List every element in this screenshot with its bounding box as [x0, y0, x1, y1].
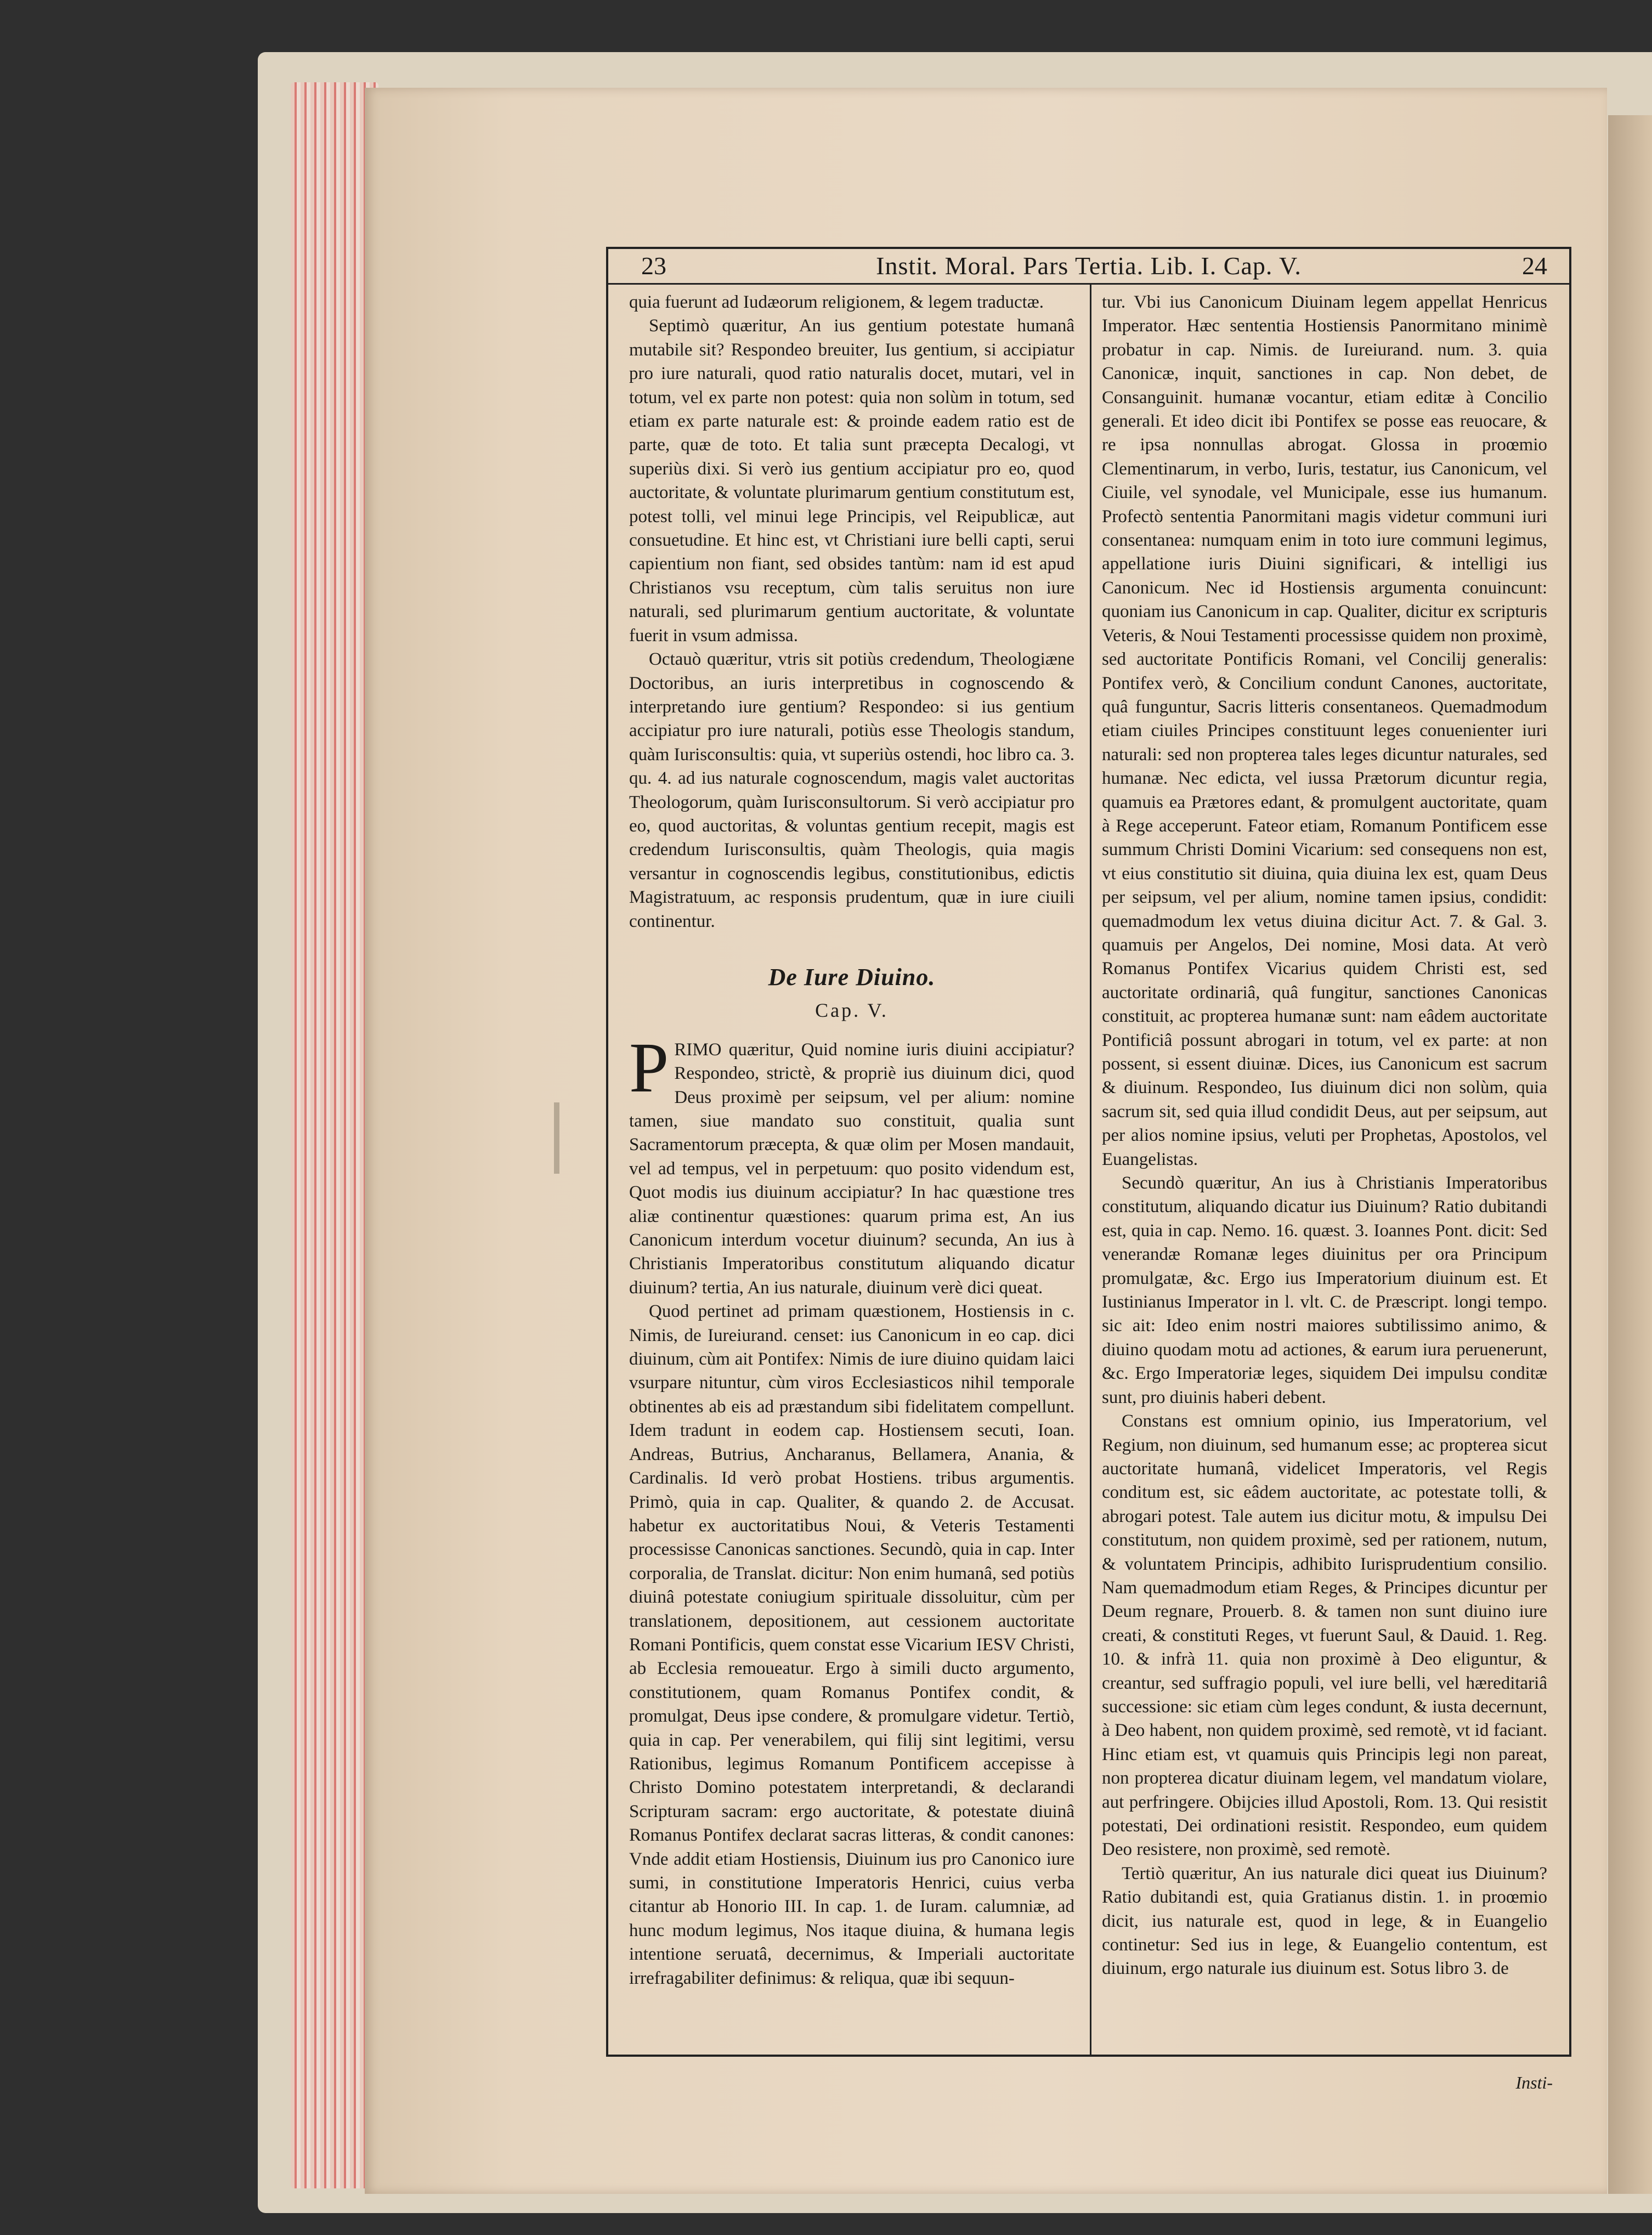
page-number-left: 23	[641, 252, 666, 280]
page-crease	[554, 1102, 559, 1174]
paragraph: Octauò quæritur, vtris sit potiùs credendum, Theologiæne Doctoribus, an iuris interpretibus in cognoscendo & interpretando iure gentium? Respondeo: si ius gentium accipiatur pro iure naturali, potiùs esse Theologis standum, quàm Iurisconsultis: quia, vt superiùs ostendi, hoc libro ca. 3. qu. 4. ad ius naturale cognoscendum, magis valet auctoritas Theologorum, quàm Iurisconsultorum. Si verò accipiatur pro eo, quod auctoritas, & voluntas gentium recepit, magis est credendum Iurisconsultis, quàm Theologis, quia magis versantur in cognoscendis legibus, constitutionibus, edictis Magistratuum, ac responsis prudentum, quæ in iure ciuili continentur.	[629, 649, 1074, 931]
facing-page-edge	[1608, 115, 1652, 2194]
chapter-number: Cap. V.	[815, 999, 889, 1022]
page-number-right: 24	[1522, 252, 1547, 280]
running-title: Instit. Moral. Pars Tertia. Lib. I. Cap. V.	[876, 252, 1302, 280]
left-column	[629, 291, 1074, 2051]
paragraph: Septimò quæritur, An ius gentium potestate humanâ mutabile sit? Respondeo breuiter, Ius gentium, si accipiatur pro iure naturali, quod ratio naturalis docet, mutari, vel in totum, vel ex parte non potest: quia non solùm in totum, sed etiam ex parte naturale est: & proinde eadem ratio est de parte, quæ de toto. Et talia sunt præcepta Decalogi, vt superiùs dixi. Si verò ius gentium accipiatur pro eo, quod auctoritate, & voluntate plurimarum gentium constitutum est, potest tolli, vel minui lege Principis, vel Reipublicæ, aut consuetudine. Et hinc est, vt Christiani iure belli capti, serui capientium non fiant, sed obsides tantùm: nam id est apud Christianos vsu receptum, cùm talis seruitus non iure naturali, sed plurimarum gentium auctoritate, & voluntate fuerit in vsum admissa.	[629, 316, 1074, 646]
paragraph: Tertiò quæritur, An ius naturale dici queat ius Diuinum? Ratio dubitandi est, quia Gratianus distin. 1. in proœmio dicit, ius naturale est, quod in lege, & in Euangelio continetur: Sed ius in lege, & Euangelio contentum, est diuinum, ergo naturale ius diuinum est. Sotus libro 3. de	[1102, 1863, 1547, 1979]
paragraph-dropcap: PRIMO quæritur, Quid nomine iuris diuini accipiatur? Respondeo, strictè, & propriè ius diuinum dici, quod Deus proximè per seipsum, vel per alium: nomine tamen, siue mandato suo constituit, qualia sunt Sacramentorum præcepta, & quæ olim per Mosen mandauit, vel ad tempus, vel in perpetuum: quo posito videndum est, Quot modis ius diuinum accipiatur? In hac quæstione tres aliæ continentur quæstiones: quarum prima est, An ius Canonicum interdum vocetur diuinum? secunda, An ius à Christianis Imperatoribus constitutum aliquando dicatur diuinum? tertia, An ius naturale, diuinum verè dici queat.	[629, 1028, 1074, 1298]
paragraph: tur. Vbi ius Canonicum Diuinam legem appellat Henricus Imperator. Hæc sententia Hostiensis Panormitano minimè probatur in cap. Nimis. de Iureiurand. num. 3. quia Canonicæ, inquit, sanctiones in cap. Non debet, de Consanguinit. humanæ vocantur, etiam editæ à Concilio generali. Et ideo dicit ibi Pontifex se posse eas reuocare, & re ipsa nonnullas abrogat. Glossa in proœmio Clementinarum, in verbo, Iuris, testatur, ius Canonicum, vel Ciuile, vel synodale, vel Municipale, esse ius humanum. Profectò sententia Panormitani magis videtur communi iuri consentanea: numquam enim in toto iure communi legimus, appellatione iuris Diuini significari, & intelligi ius Canonicum. Nec id Hostiensis argumenta conuincunt: quoniam ius Canonicum in cap. Qualiter, dicitur ex scripturis Veteris, & Noui Testamenti processisse quidem non proximè, sed auctoritate Pontificis Romani, vel Concilij generalis: Pontifex verò, & Concilium condunt Canones, auctoritate, quâ funguntur, Sacris litteris consentaneos. Quemadmodum etiam ciuiles Principes constituunt leges conuenienter iuri naturali: sed non propterea tales leges dicuntur naturales, sed humanæ. Nec edicta, vel iussa Prætorum dicuntur regia, quamuis ea Prætores edant, & promulgent auctoritate, quam à Rege acceperunt. Fateor etiam, Romanum Pontificem esse summum Christi Domini Vicarium: sed consequens non est, vt eius constitutio sit diuina, quia diuina lex est, quam Deus per seipsum, vel per alium, nomine tamen ipsius, condidit: quemadmodum lex vetus diuina dicitur Act. 7. & Gal. 3. quamuis per Angelos, Dei nomine, Mosi data. At verò Romanus Pontifex Vicarius quidem Christi est, sed auctoritate ordinariâ, quâ fungitur, sanctiones Canonicas constituit, ac propterea humanæ sunt: nam eâdem auctoritate Pontificiâ possunt abrogari in totum, vel ex parte: at non possent, si essent diuinæ. Dices, ius Canonicum est sacrum & diuinum. Respondeo, Ius diuinum dici non solùm, quia sacrum sit, sed quia illud condidit Deus, aut per seipsum, aut per alios nomine ipsius, veluti per Prophetas, Apostolos, vel Euangelistas.	[1102, 292, 1547, 1169]
catchword: Insti-	[1515, 2073, 1553, 2092]
running-header	[608, 249, 1569, 285]
paragraph: Constans est omnium opinio, ius Imperatorium, vel Regium, non diuinum, sed humanum esse; ac propterea sicut auctoritate humanâ, videlicet Imperatoris, vel Regis conditum est, sic eâdem auctoritate, ac potestate tolli, & abrogari potest. Tale autem ius dicitur motu, & impulsu Dei constitutum, non quidem proximè, sed per rationem, nutum, & voluntatem Principis, adhibito Iurisprudentium consilio. Nam quemadmodum etiam Reges, & Principes dicuntur per Deum regnare, Prouerb. 8. & tamen non sunt diuino iure creati, & constituti Reges, vt fuerunt Saul, & Dauid. 1. Reg. 10. & infrà 11. quia non proximè à Deo eliguntur, & creantur, sed suffragio populi, vel iure belli, vel hæreditariâ successione: sic etiam cùm leges condunt, & iusta decernunt, à Deo habent, non quidem proximè, sed remotè, vt id faciant. Hinc etiam est, vt quamuis quis Principis legi non pareat, non propterea dicatur diuinam legem, vel mandatum violare, aut perfringere. Obijcies illud Apostoli, Rom. 13. Qui resistit potestati, Dei ordinationi resistit. Respondeo, eum quidem Deo resistere, non proximè, sed remotè.	[1102, 1411, 1547, 1860]
chapter-title: De Iure Diuino.	[768, 963, 936, 991]
text-frame	[606, 247, 1571, 2092]
paragraph: Quod pertinet ad primam quæstionem, Hostiensis in c. Nimis, de Iureiurand. censet: ius Canonicum in eo cap. dici diuinum, cùm ait Pontifex: Nimis de iure diuino quidam laici vsurpare nituntur, cùm viros Ecclesiasticos nihil temporale obtinentes ab eis ad præstandum sibi fidelitatem compellunt. Idem tradunt in eodem cap. Hostiensem secuti, Ioan. Andreas, Butrius, Ancharanus, Bellamera, Anania, & Cardinalis. Id verò probat Hostiens. tribus argumentis. Primò, quia in cap. Qualiter, & quando 2. de Accusat. habetur ex auctoritatibus Noui, & Veteris Testamenti processisse Canonicas sanctiones. Secundò, quia in cap. Inter corporalia, de Translat. dicitur: Non enim humanâ, sed potiùs diuinâ potestate coniugium spirituale dissoluitur, cùm per translationem, depositionem, aut cessionem auctoritate Romani Pontificis, quem constat esse Vicarium IESV Christi, ab Ecclesia remoueatur. Ergo à simili ducto argumento, constitutionem, quam Romanus Pontifex condit, & promulgat, Deus ipse condere, & promulgare videtur. Tertiò, quia in cap. Per venerabilem, qui filij sint legitimi, versu Rationibus, legimus Romanum Pontificem accepisse à Christo Domino potestatem interpretandi, & declarandi Scripturam sacram: ergo auctoritate, & potestate diuinâ Romanus Pontifex declarat sacras litteras, & condit canones: Vnde addit etiam Hostiensis, Diuinum ius pro Canonico iure sumi, in constitutione Imperatoris Henrici, cuius verba citantur ab Honorio III. In cap. 1. de Iuram. calumniæ, ad hunc modum legimus, Nos itaque diuina, & humana legis intentione seruatâ, decernimus, & Imperiali auctoritate irrefragabiliter definimus: & reliqua, quæ ibi sequun-	[629, 1302, 1074, 1988]
paragraph: quia fuerunt ad Iudæorum religionem, & legem traductæ.	[629, 292, 1044, 312]
paragraph: Secundò quæritur, An ius à Christianis Imperatoribus constitutum, aliquando dicatur ius Diuinum? Ratio dubitandi est, quia in cap. Nemo. 16. quæst. 3. Ioannes Pont. dicit: Sed venerandæ Romanæ leges diuinitus per ora Principum promulgatæ, &c. Ergo ius Imperatorium diuinum est. Et Iustinianus Imperator in l. vlt. C. de Præscript. longi tempo. sic ait: Ideo enim nostri maiores subtilissimo animo, & diuino quodam motu ad actiones, & earum iura peruenerunt, &c. Ergo Imperatoriæ leges, siquidem Dei impulsu conditæ sunt, pro diuinis haberi debent.	[1102, 1173, 1547, 1407]
column-divider	[1090, 283, 1091, 2055]
right-column	[1102, 291, 1547, 2051]
